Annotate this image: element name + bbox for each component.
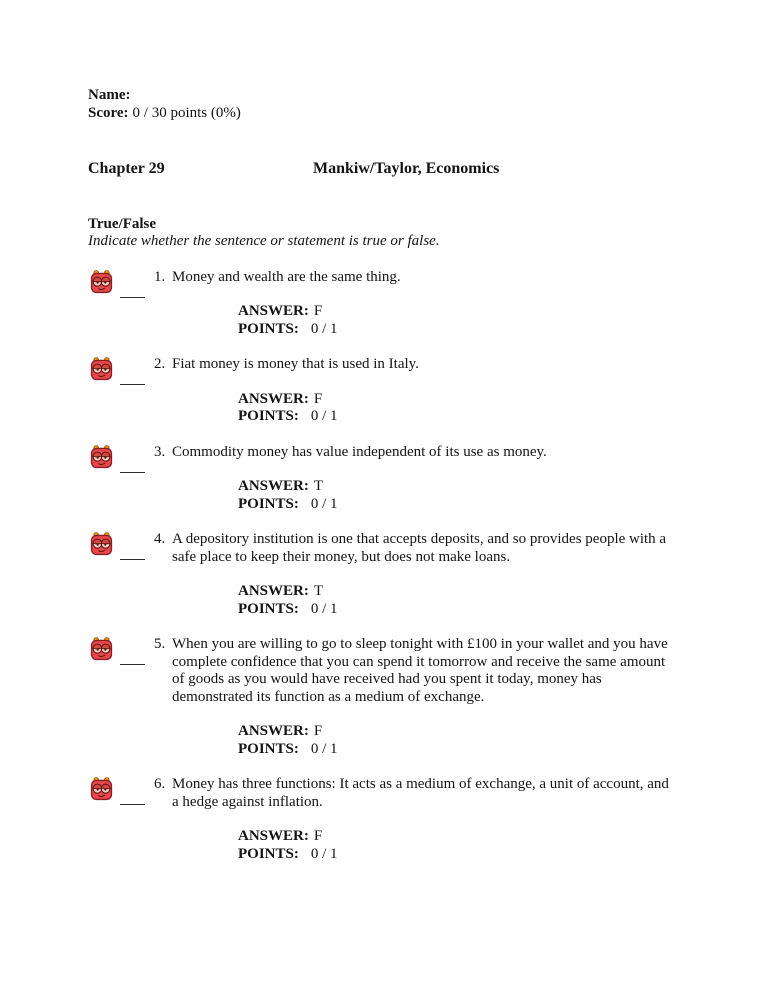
question-text [154, 444, 674, 462]
question-number: 1. [154, 268, 166, 285]
answer-blank-line [120, 384, 145, 385]
points-value: 0 / 1 [310, 740, 338, 757]
points-value: 0 / 1 [310, 600, 338, 617]
question-sentence: A depository institution is one that accepts deposits, and so provides people with a safe place to keep their money, but does not make loans. [172, 531, 667, 565]
score-label: Score: [88, 104, 129, 121]
answer-block [238, 583, 708, 618]
devil-face-icon [90, 776, 113, 801]
question-number: 6. [154, 776, 166, 792]
answer-label: ANSWER: [238, 583, 309, 599]
answer-label: ANSWER: [238, 303, 309, 319]
points-line [238, 408, 708, 426]
answer-blank-line [120, 804, 145, 805]
points-value: 0 / 1 [310, 495, 338, 512]
question-text [154, 356, 674, 374]
answer-line [238, 723, 708, 741]
answer-line [238, 391, 708, 409]
points-line [238, 846, 708, 864]
score-value: 0 / 30 points (0%) [132, 104, 241, 121]
points-label: POINTS: [238, 845, 299, 862]
question-item [88, 269, 708, 339]
answer-label: ANSWER: [238, 723, 309, 739]
answer-line [238, 583, 708, 601]
question-item [88, 636, 708, 758]
answer-line [238, 478, 708, 496]
chapter-heading-row [88, 160, 708, 178]
answer-blank-line [120, 472, 145, 473]
answer-label: ANSWER: [238, 390, 309, 407]
answer-value: T [313, 478, 324, 494]
answer-block [238, 723, 708, 758]
points-value: 0 / 1 [310, 408, 338, 424]
devil-face-icon [90, 444, 113, 469]
question-item [88, 356, 708, 426]
question-item [88, 776, 708, 863]
points-label: POINTS: [238, 320, 299, 337]
points-label: POINTS: [238, 495, 299, 512]
points-label: POINTS: [238, 600, 299, 617]
question-sentence: Money has three functions: It acts as a medium of exchange, a unit of account, and a hedge against inflation. [172, 776, 669, 810]
answer-line [238, 828, 708, 846]
section-instruction: Indicate whether the sentence or statement is true or false. [88, 233, 440, 249]
question-text [154, 776, 674, 811]
points-label: POINTS: [238, 408, 299, 424]
answer-value: F [313, 390, 323, 407]
answer-label: ANSWER: [238, 828, 309, 844]
devil-face-icon [90, 356, 113, 381]
points-value: 0 / 1 [310, 320, 338, 337]
question-number: 5. [154, 636, 166, 652]
answer-block [238, 303, 708, 338]
answer-value: F [313, 828, 323, 844]
devil-face-icon [90, 531, 113, 556]
answer-blank-line [120, 664, 145, 665]
name-line [88, 87, 708, 105]
question-text [154, 636, 674, 706]
section-title: True/False [88, 215, 157, 232]
name-label: Name: [88, 87, 131, 103]
question-text [154, 531, 674, 566]
devil-face-icon [90, 636, 113, 661]
points-line [238, 741, 708, 759]
points-line [238, 496, 708, 514]
answer-value: F [313, 723, 323, 739]
answer-block [238, 391, 708, 426]
devil-face-icon [90, 269, 113, 294]
answer-value: T [313, 583, 324, 599]
question-number: 3. [154, 443, 166, 460]
answer-blank-line [120, 297, 145, 298]
answer-block [238, 828, 708, 863]
book-title: Mankiw/Taylor, Economics [313, 160, 500, 177]
question-sentence: Commodity money has value independent of its use as money. [172, 443, 547, 460]
answer-value: F [313, 303, 323, 319]
chapter-title: Chapter 29 [88, 160, 165, 177]
points-value: 0 / 1 [310, 845, 338, 862]
points-line [238, 601, 708, 619]
question-sentence: When you are willing to go to sleep tonight with £100 in your wallet and you have complete confidence that you can spend it tomorrow and receive the same amount of goods as you would have received had you spent it today, money has demonstrated its function as a medium of exchange. [172, 636, 668, 705]
question-sentence: Fiat money is money that is used in Italy. [172, 356, 419, 372]
points-label: POINTS: [238, 740, 299, 757]
answer-label: ANSWER: [238, 478, 309, 494]
answer-line [238, 303, 708, 321]
question-sentence: Money and wealth are the same thing. [172, 268, 401, 285]
question-item [88, 531, 708, 618]
question-number: 4. [154, 531, 166, 547]
points-line [238, 321, 708, 339]
answer-block [238, 478, 708, 513]
question-number: 2. [154, 356, 166, 372]
answer-blank-line [120, 559, 145, 560]
question-text [154, 269, 674, 287]
score-line [88, 105, 708, 123]
question-item [88, 444, 708, 514]
